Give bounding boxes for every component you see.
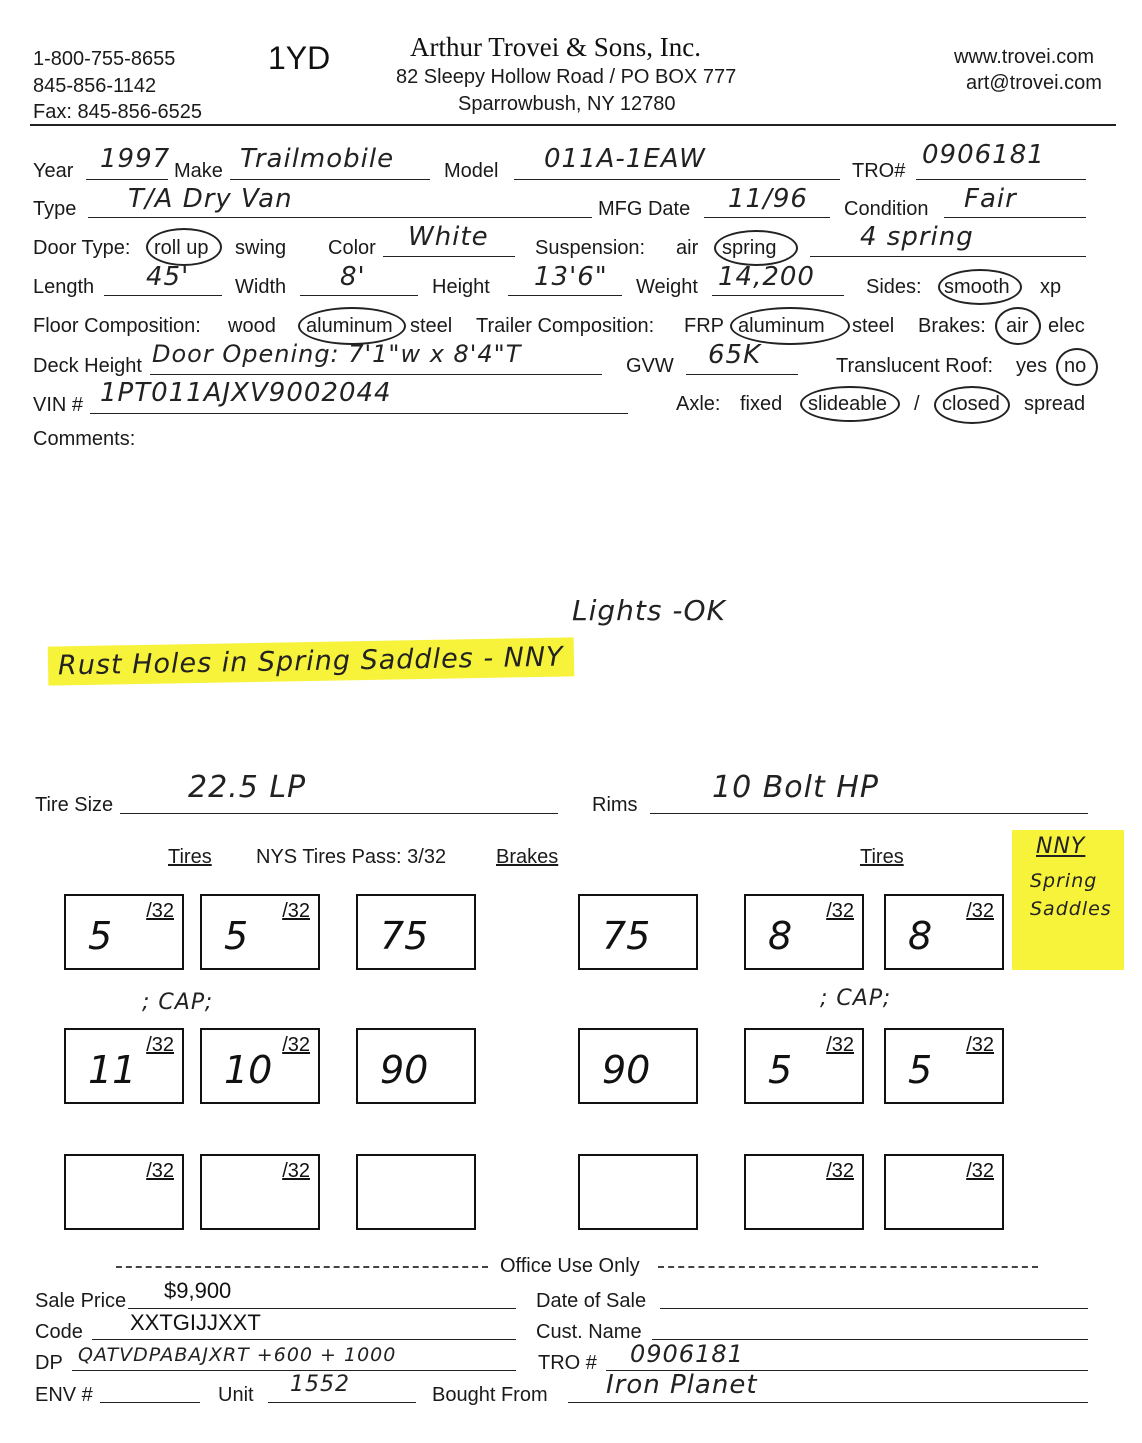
vin-label: VIN #: [33, 394, 84, 416]
stock-code: 1YD: [268, 40, 331, 76]
tire-size-label: Tire Size: [35, 794, 114, 816]
gvw-value: 65K: [708, 340, 762, 370]
sides-label: Sides:: [866, 276, 922, 298]
brake-box-r3-right[interactable]: [578, 1154, 698, 1230]
tire-size-value: 22.5 LP: [188, 770, 307, 805]
tires-header-right: Tires: [860, 846, 904, 868]
sale-price-value: $9,900: [164, 1278, 232, 1303]
brakes-air: air: [1006, 315, 1029, 337]
fraction-32: /32: [966, 1034, 994, 1056]
env-label: ENV #: [35, 1384, 93, 1406]
cust-name-label: Cust. Name: [536, 1321, 642, 1343]
dp-line: [72, 1370, 516, 1371]
rims-value: 10 Bolt HP: [712, 770, 879, 805]
mfg-date-value: 11/96: [728, 184, 808, 214]
trailer-comp-label: Trailer Composition:: [476, 315, 655, 337]
door-rollup-circle: [146, 228, 222, 266]
tire-box-r1-c1[interactable]: [64, 894, 184, 970]
rims-label: Rims: [592, 794, 638, 816]
tro-line: [916, 179, 1086, 180]
axle-slideable-circle: [800, 386, 900, 422]
code-label: Code: [35, 1321, 83, 1343]
header-rule: [30, 124, 1116, 126]
length-label: Length: [33, 276, 95, 298]
mfg-date-label: MFG Date: [598, 198, 691, 220]
type-value: T/A Dry Van: [128, 184, 293, 214]
tire-tread-value: 5: [88, 914, 113, 958]
vin-line: [90, 413, 628, 414]
door-type-rollup: roll up: [154, 237, 209, 259]
trailer-comp-aluminum: aluminum: [738, 315, 825, 337]
condition-line: [944, 217, 1086, 218]
width-line: [300, 295, 418, 296]
tire-box-r2-c1[interactable]: [64, 1028, 184, 1104]
brake-value: 90: [380, 1048, 429, 1092]
sides-xp: xp: [1040, 276, 1062, 298]
tires-header-left: Tires: [168, 846, 212, 868]
fraction-32: /32: [146, 1160, 174, 1182]
tire-box-r1-c5[interactable]: [744, 894, 864, 970]
bought-from-value: Iron Planet: [606, 1370, 758, 1400]
translucent-no: no: [1064, 355, 1087, 377]
brake-box-r2-right[interactable]: [578, 1028, 698, 1104]
fraction-32: /32: [282, 1034, 310, 1056]
suspension-spring-circle: [714, 230, 798, 266]
tire-tread-value: 11: [88, 1048, 137, 1092]
date-of-sale-label: Date of Sale: [536, 1290, 647, 1312]
axle-fixed: fixed: [740, 393, 783, 415]
tro2-value: 0906181: [630, 1340, 744, 1368]
tire-box-r2-c5[interactable]: [744, 1028, 864, 1104]
year-value: 1997: [100, 144, 171, 174]
nys-pass-label: NYS Tires Pass: 3/32: [256, 846, 447, 868]
floor-aluminum: aluminum: [306, 315, 393, 337]
suspension-line: [810, 256, 1086, 257]
trailer-comp-steel: steel: [852, 315, 895, 337]
fraction-32: /32: [966, 900, 994, 922]
make-line: [230, 179, 430, 180]
website: www.trovei.com: [954, 46, 1095, 68]
unit-line: [268, 1402, 416, 1403]
axle-label: Axle:: [676, 393, 721, 415]
suspension-spring: spring: [722, 237, 777, 259]
axle-closed-circle: [934, 386, 1010, 424]
axle-spread: spread: [1024, 393, 1086, 415]
year-line: [86, 179, 168, 180]
make-label: Make: [174, 160, 223, 182]
length-line: [104, 295, 222, 296]
tro-value: 0906181: [922, 140, 1045, 170]
dp-value: QATVDPABAJXRT +600 + 1000: [78, 1344, 397, 1366]
tire-tread-value: 8: [768, 914, 793, 958]
deck-height-value: Door Opening: 7'1"w x 8'4"T: [152, 340, 522, 368]
axle-slideable: slideable: [808, 393, 887, 415]
model-label: Model: [444, 160, 499, 182]
tire-box-r3-c1[interactable]: [64, 1154, 184, 1230]
phone-1: 1-800-755-8655: [33, 48, 176, 70]
height-value: 13'6": [534, 262, 608, 292]
fraction-32: /32: [282, 1160, 310, 1182]
weight-line: [712, 295, 844, 296]
brake-box-r2-left[interactable]: [356, 1028, 476, 1104]
tire-tread-value: 8: [908, 914, 933, 958]
side-note-nny: NNY: [1036, 834, 1086, 859]
fraction-32: /32: [146, 1034, 174, 1056]
brakes-label: Brakes:: [918, 315, 986, 337]
brake-box-r1-left[interactable]: [356, 894, 476, 970]
address-line-1: 82 Sleepy Hollow Road / PO BOX 777: [396, 66, 737, 88]
tro2-label: TRO #: [538, 1352, 597, 1374]
tire-box-r3-c6[interactable]: [884, 1154, 1004, 1230]
fraction-32: /32: [826, 1034, 854, 1056]
tire-box-r3-c2[interactable]: [200, 1154, 320, 1230]
rims-line: [650, 813, 1088, 814]
color-value: White: [408, 222, 489, 252]
make-value: Trailmobile: [240, 144, 395, 174]
comments-label: Comments:: [33, 428, 136, 450]
weight-value: 14,200: [718, 262, 815, 292]
fax: Fax: 845-856-6525: [33, 101, 203, 123]
model-value: 011A-1EAW: [544, 144, 706, 174]
suspension-air: air: [676, 237, 699, 259]
office-divider-left: [116, 1266, 488, 1268]
suspension-extra: 4 spring: [860, 222, 974, 252]
side-note-saddles: Saddles: [1030, 898, 1112, 920]
unit-label: Unit: [218, 1384, 254, 1406]
type-line: [88, 217, 592, 218]
brake-box-r3-left[interactable]: [356, 1154, 476, 1230]
cap-note-left: ; CAP;: [142, 990, 214, 1015]
office-use-label: Office Use Only: [500, 1255, 640, 1277]
office-divider-right: [658, 1266, 1038, 1268]
tire-box-r1-c2[interactable]: [200, 894, 320, 970]
comment-lights: Lights -OK: [572, 594, 726, 627]
unit-value: 1552: [290, 1372, 350, 1397]
deck-height-label: Deck Height: [33, 355, 142, 377]
floor-wood: wood: [228, 315, 276, 337]
axle-separator: /: [914, 393, 920, 415]
width-value: 8': [340, 262, 366, 292]
type-label: Type: [33, 198, 77, 220]
comment-rust-holes: Rust Holes in Spring Saddles - NNY: [48, 637, 574, 685]
length-value: 45': [146, 262, 190, 292]
tire-size-line: [120, 813, 558, 814]
cap-note-right: ; CAP;: [820, 986, 892, 1011]
address-line-2: Sparrowbush, NY 12780: [458, 93, 676, 115]
tro-label: TRO#: [852, 160, 906, 182]
brakes-air-circle: [995, 307, 1041, 345]
sides-smooth: smooth: [944, 276, 1010, 298]
deck-height-line: [150, 374, 602, 375]
color-line: [383, 256, 515, 257]
color-label: Color: [328, 237, 376, 259]
tire-tread-value: 5: [224, 914, 249, 958]
fraction-32: /32: [146, 900, 174, 922]
env-line: [100, 1402, 200, 1403]
fraction-32: /32: [966, 1160, 994, 1182]
dp-label: DP: [35, 1352, 63, 1374]
code-value: XXTGIJJXXT: [130, 1310, 261, 1335]
brakes-header: Brakes: [496, 846, 559, 868]
door-type-label: Door Type:: [33, 237, 131, 259]
vin-value: 1PT011AJXV9002044: [100, 378, 392, 408]
mfg-date-line: [704, 217, 830, 218]
email: art@trovei.com: [966, 72, 1102, 94]
axle-closed: closed: [942, 393, 1000, 415]
weight-label: Weight: [636, 276, 698, 298]
brake-value: 90: [602, 1048, 651, 1092]
trailer-comp-frp: FRP: [684, 315, 724, 337]
brake-box-r1-right[interactable]: [578, 894, 698, 970]
brakes-elec: elec: [1048, 315, 1085, 337]
height-label: Height: [432, 276, 490, 298]
tire-tread-value: 5: [768, 1048, 793, 1092]
condition-value: Fair: [964, 184, 1017, 214]
fraction-32: /32: [826, 1160, 854, 1182]
condition-label: Condition: [844, 198, 929, 220]
tire-tread-value: 5: [908, 1048, 933, 1092]
translucent-label: Translucent Roof:: [836, 355, 994, 377]
gvw-line: [686, 374, 798, 375]
translucent-yes: yes: [1016, 355, 1048, 377]
brake-value: 75: [380, 914, 429, 958]
suspension-label: Suspension:: [535, 237, 646, 259]
door-type-swing: swing: [235, 237, 287, 259]
height-line: [508, 295, 622, 296]
year-label: Year: [33, 160, 74, 182]
tire-tread-value: 10: [224, 1048, 273, 1092]
tire-box-r3-c5[interactable]: [744, 1154, 864, 1230]
tire-box-r1-c6[interactable]: [884, 894, 1004, 970]
gvw-label: GVW: [626, 355, 674, 377]
sale-price-label: Sale Price: [35, 1290, 127, 1312]
translucent-no-circle: [1056, 348, 1098, 386]
width-label: Width: [235, 276, 287, 298]
phone-2: 845-856-1142: [33, 75, 157, 97]
floor-label: Floor Composition:: [33, 315, 201, 337]
bought-from-line: [568, 1402, 1088, 1403]
date-of-sale-line: [660, 1308, 1088, 1309]
model-line: [514, 179, 840, 180]
floor-steel: steel: [410, 315, 453, 337]
sides-smooth-circle: [938, 269, 1022, 305]
side-note-spring: Spring: [1030, 870, 1098, 892]
sale-price-line: [128, 1308, 516, 1309]
brake-value: 75: [602, 914, 651, 958]
tire-box-r2-c2[interactable]: [200, 1028, 320, 1104]
tire-box-r2-c6[interactable]: [884, 1028, 1004, 1104]
fraction-32: /32: [826, 900, 854, 922]
bought-from-label: Bought From: [432, 1384, 548, 1406]
company-name: Arthur Trovei & Sons, Inc.: [410, 32, 702, 62]
fraction-32: /32: [282, 900, 310, 922]
code-line: [92, 1339, 516, 1340]
